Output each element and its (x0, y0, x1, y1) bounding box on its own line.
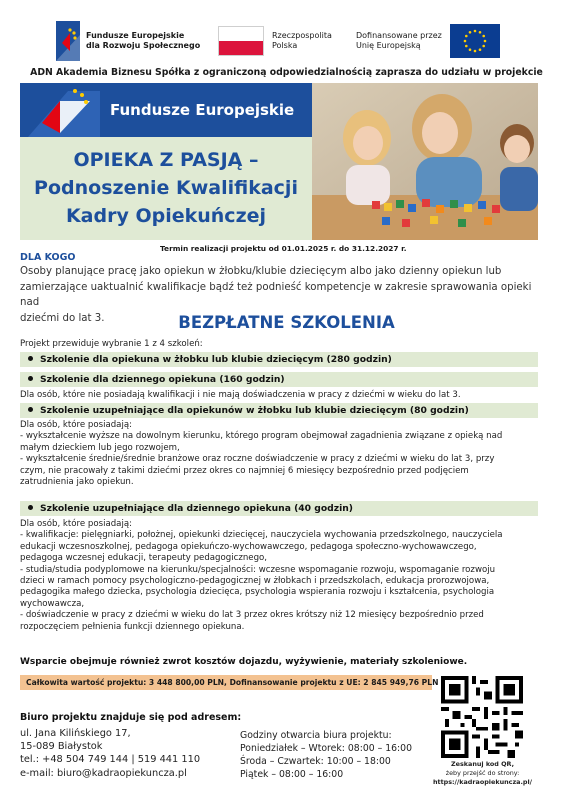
office-phone: tel.: +48 504 749 144 | 519 441 110 (20, 754, 201, 765)
requirement-line: edukacji wczesnoszkolnej, pedagoga opiekuńczo-wychowawczego, pedagoga społeczno-wychowawczego, (20, 541, 477, 552)
fe-logo (56, 20, 200, 62)
qr-code[interactable] (441, 676, 523, 758)
polish-flag-icon (218, 26, 264, 56)
support-note: Wsparcie obejmuje również zwrot kosztów dojazdu, wyżywienie, materiały szkoleniowe. (20, 657, 468, 667)
rp-logo-line2: Polska (272, 41, 298, 50)
ue-logo-line2: Unię Europejską (356, 41, 421, 50)
logo-bar (56, 20, 516, 62)
requirement-line: rozpoczęciem pełnienia funkcji dziennego opiekuna. (20, 621, 245, 632)
project-title-line3: Kadry Opiekuńczej (65, 205, 267, 227)
training-item-label: Szkolenie uzupełniające dla opiekunów w żłobku lub klubie dziecięcym (80 godzin) (40, 405, 469, 416)
training-3-requirements (20, 420, 540, 488)
requirement-line: pedagoga wczesnej edukacji, terapeuty pedagogicznego, (20, 553, 268, 564)
bullet-icon (28, 356, 33, 361)
target-line: Osoby planujące pracę jako opiekun w żłobku/klubie dziecięcym albo jako dzienny opiekun lub (20, 266, 502, 277)
requirement-line: zatrudnienia jako opiekun. (20, 477, 134, 488)
training-item-4 (20, 501, 538, 516)
requirement-line: - wykształcenie wyższe na dowolnym kierunku, którego program obejmował zagadnienia związane z opieką nad (20, 431, 503, 442)
training-item-label: Szkolenie uzupełniające dla dziennego opiekuna (40 godzin) (40, 503, 353, 514)
training-item-2 (20, 372, 538, 387)
requirement-line: - studia/studia podyplomowe na kierunku/specjalności: wczesne wspomaganie rozwoju, wspomaganie rozwoju (20, 564, 496, 575)
rp-logo (218, 20, 332, 62)
target-line: zamierzające uaktualnić kwalifikacje bądź też podnieść kompetencje w zakresie sprawowania opieki nad (20, 281, 532, 308)
hours-line: Piątek – 08:00 – 16:00 (240, 769, 344, 780)
target-line: dziećmi do lat 3. (20, 312, 105, 324)
rp-logo-line1: Rzeczpospolita (272, 31, 332, 40)
training-item-1 (20, 352, 538, 367)
hours-heading: Godziny otwarcia biura projektu: (240, 730, 392, 741)
qr-caption-url[interactable]: https://kadraopiekuncza.pl/ (432, 778, 533, 786)
office-heading: Biuro projektu znajduje się pod adresem: (20, 712, 242, 723)
requirement-line: czym, nie pracowały z takimi dziećmi przez okres co najmniej 6 miesięcy bezpośrednio przed podjęciem (20, 465, 469, 476)
training-4-requirements (20, 519, 540, 633)
requirement-line: pedagogika małego dziecka, psychologia dziecięca, psychologia wspierania rozwoju i kształcenia, psychologia (20, 587, 495, 598)
project-title-line1: OPIEKA Z PASJĄ – (73, 149, 259, 171)
requirement-line: - doświadczenie w pracy z dziećmi w wieku do lat 3 przez okres krótszy niż 12 miesięcy bezpośrednio przed (20, 610, 484, 621)
office-street: ul. Jana Kilińskiego 17, (20, 728, 131, 739)
qr-caption-2: żeby przejść do strony: (445, 769, 520, 777)
requirement-line: Dla osób, które posiadają: (20, 519, 132, 529)
ue-logo (356, 20, 500, 62)
hours-line: Środa – Czwartek: 10:00 – 18:00 (240, 756, 391, 767)
training-2-note: Dla osób, które nie posiadają kwalifikacji i nie mają doświadczenia w pracy z dziećmi w wieku do lat 3. (20, 390, 461, 400)
ue-logo-line1: Dofinansowane przez (356, 31, 442, 40)
hero (20, 83, 538, 240)
fe-logo-line2: dla Rozwoju Społecznego (86, 41, 201, 50)
training-item-label: Szkolenie dla opiekuna w żłobku lub klubie dziecięcym (280 godzin) (40, 354, 392, 365)
project-cost-banner: Całkowita wartość projektu: 3 448 800,00 PLN, Dofinansowanie projektu z UE: 2 845 949,76 PLN (20, 675, 432, 690)
hero-photo (312, 83, 538, 240)
trainings-heading: BEZPŁATNE SZKOLENIA (178, 313, 395, 332)
requirement-line: małym dzieckiem lub jego rozwojem, (20, 442, 180, 453)
office-email: e-mail: biuro@kadraopiekuncza.pl (20, 768, 187, 779)
requirement-line: - kwalifikacje: pielęgniarki, położnej, opiekunki dziecięcej, nauczyciela wychowania przedszkolnego, nauczyciela (20, 530, 503, 541)
hours-line: Poniedziałek – Wtorek: 08:00 – 16:00 (240, 743, 413, 754)
fe-banner-icon (20, 83, 100, 137)
requirement-line: wychowawcza, (20, 598, 85, 609)
target-heading: DLA KOGO (20, 252, 76, 263)
training-item-3 (20, 403, 538, 418)
bullet-icon (28, 407, 33, 412)
requirement-line: dzieci w ramach pomocy psychologiczno-pedagogicznej w żłobkach i przedszkolach, edukacja prorozwojowa, (20, 576, 490, 587)
project-title-line2: Podnoszenie Kwalifikacji (34, 177, 298, 199)
fe-logo-line1: Fundusze Europejskie (86, 31, 185, 40)
requirement-line: Dla osób, które posiadają: (20, 420, 132, 430)
office-city: 15-089 Białystok (20, 741, 103, 752)
requirement-line: - wykształcenie średnie/średnie branżowe oraz roczne doświadczenie w pracy z dziećmi w wieku do lat 3, przy (20, 454, 495, 465)
organizer-line: ADN Akademia Biznesu Spółka z ograniczoną odpowiedzialnością zaprasza do udziału w projekcie (30, 67, 543, 78)
bullet-icon (28, 505, 33, 510)
training-item-label: Szkolenie dla dziennego opiekuna (160 godzin) (40, 374, 285, 385)
fe-banner-title: Fundusze Europejskie (110, 101, 295, 119)
eu-flag-icon (450, 24, 500, 58)
fe-logo-icon (56, 21, 80, 61)
project-term: Termin realizacji projektu od 01.01.2025 r. do 31.12.2027 r. (160, 244, 407, 253)
project-title-panel (20, 137, 312, 240)
fe-banner (20, 83, 312, 137)
qr-caption-1: Zeskanuj kod QR, (450, 760, 515, 768)
bullet-icon (28, 376, 33, 381)
trainings-intro: Projekt przewiduje wybranie 1 z 4 szkoleń: (20, 339, 203, 349)
